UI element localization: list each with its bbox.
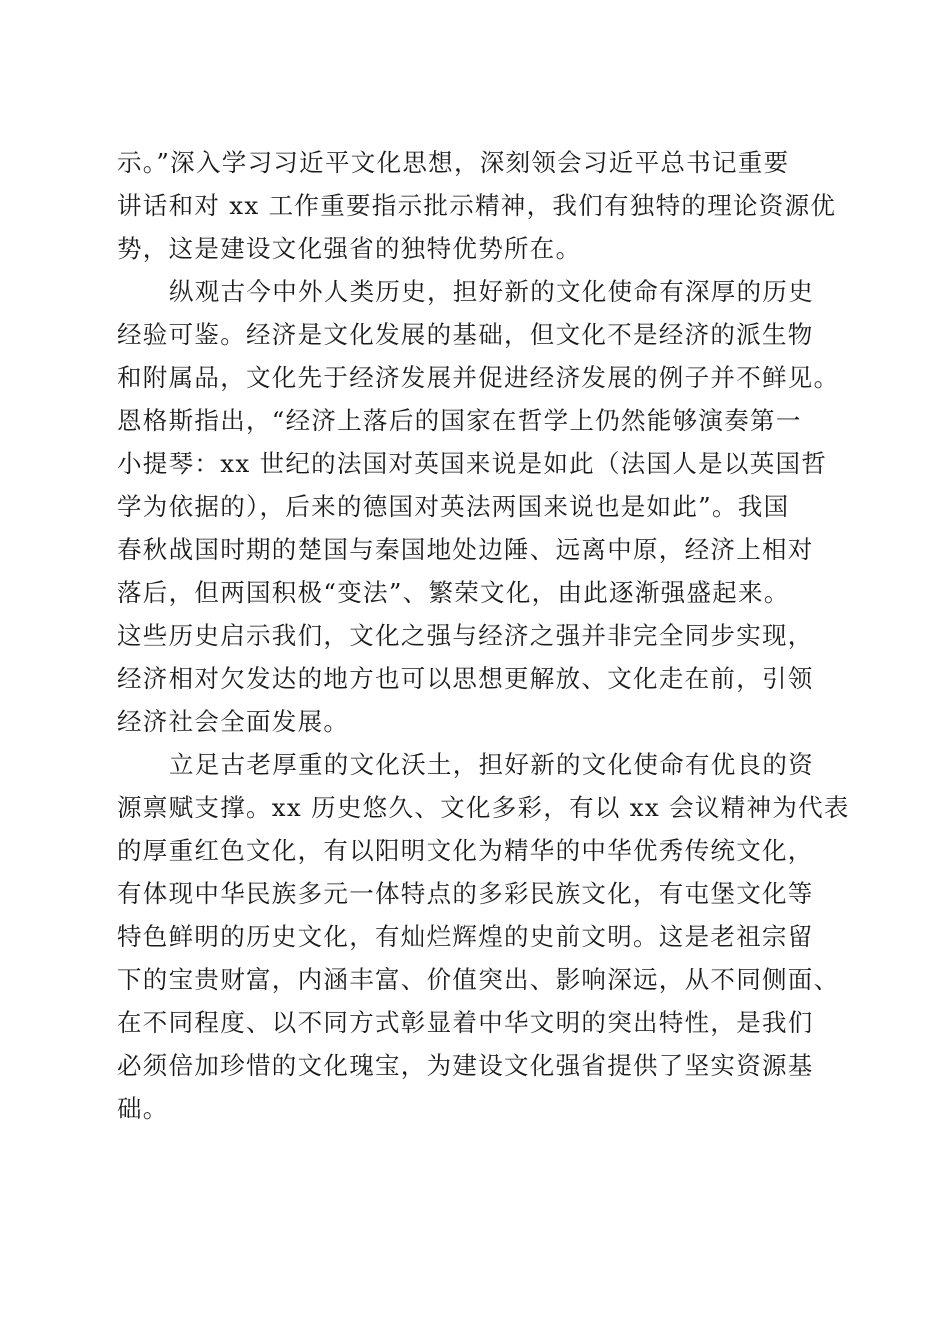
text-line: 学为依据的），后来的德国对英法两国来说也是如此”。我国 — [117, 492, 790, 521]
text-line: 在不同程度、以不同方式彰显着中华文明的突出特性，是我们 — [117, 1008, 814, 1037]
text-line: 源禀赋支撑。xx 历史悠久、文化多彩，有以 xx 会议精神为代表 — [117, 793, 850, 822]
text-line: 春秋战国时期的楚国与秦国地处边陲、远离中原，经济上相对 — [117, 535, 814, 564]
text-line: 经济社会全面发展。 — [117, 707, 350, 736]
paragraph-2 — [117, 270, 852, 743]
text-line: 下的宝贵财富，内涵丰富、价值突出、影响深远，从不同侧面、 — [117, 965, 840, 994]
text-line: 必须倍加珍惜的文化瑰宝，为建设文化强省提供了坚实资源基 — [117, 1051, 814, 1080]
paragraph-3 — [117, 743, 852, 1130]
text-line: 小提琴：xx 世纪的法国对英国来说是如此（法国人是以英国哲 — [117, 449, 828, 478]
paragraph-1 — [117, 141, 852, 270]
text-line: 恩格斯指出，“经济上落后的国家在哲学上仍然能够演奏第一 — [117, 406, 802, 435]
text-line: 础。 — [117, 1094, 169, 1123]
text-line: 讲话和对 xx 工作重要指示批示精神，我们有独特的理论资源优 — [117, 191, 837, 220]
text-line: 纵观古今中外人类历史，担好新的文化使命有深厚的历史 — [169, 277, 814, 306]
text-line: 这些历史启示我们，文化之强与经济之强并非完全同步实现， — [117, 621, 814, 650]
text-line: 经济相对欠发达的地方也可以思想更解放、文化走在前，引领 — [117, 664, 814, 693]
text-line: 落后，但两国积极“变法”、繁荣文化，由此逐渐强盛起来。 — [117, 578, 790, 607]
text-line: 的厚重红色文化，有以阳明文化为精华的中华优秀传统文化， — [117, 836, 814, 865]
text-line: 示。”深入学习习近平文化思想，深刻领会习近平总书记重要 — [117, 148, 790, 177]
text-line: 特色鲜明的历史文化，有灿烂辉煌的史前文明。这是老祖宗留 — [117, 922, 814, 951]
body-text — [117, 141, 852, 1130]
text-line: 经验可鉴。经济是文化发展的基础，但文化不是经济的派生物 — [117, 320, 814, 349]
text-line: 和附属品，文化先于经济发展并促进经济发展的例子并不鲜见。 — [117, 363, 840, 392]
text-line: 有体现中华民族多元一体特点的多彩民族文化，有屯堡文化等 — [117, 879, 814, 908]
text-line: 立足古老厚重的文化沃土，担好新的文化使命有优良的资 — [169, 750, 814, 779]
text-line: 势，这是建设文化强省的独特优势所在。 — [117, 234, 582, 263]
